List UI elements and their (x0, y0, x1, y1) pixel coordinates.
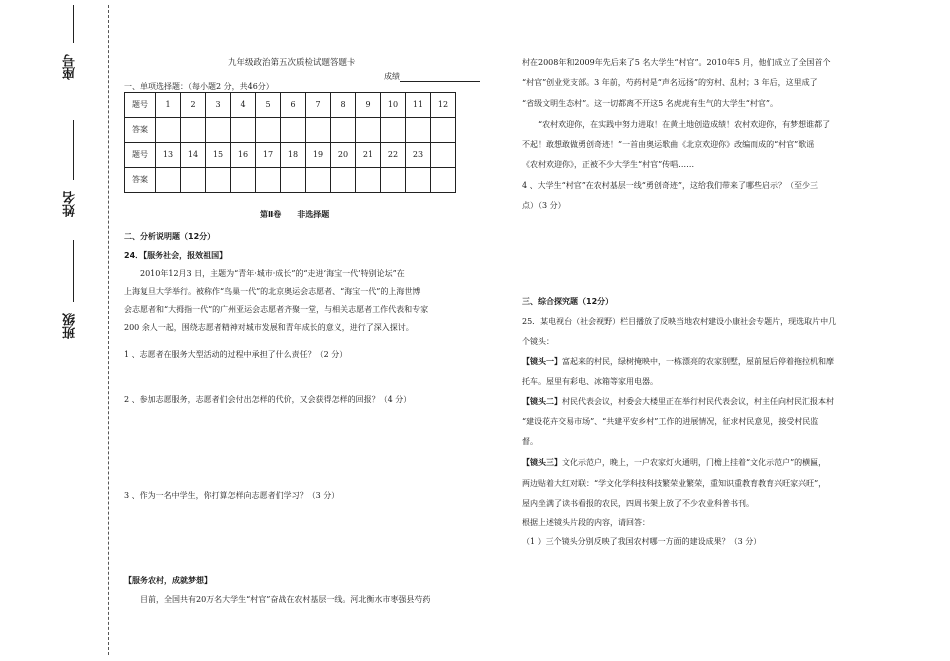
shot2-text: 村民代表会议，村委会大楼里正在举行村民代表会议，村主任向村民汇报本村 (562, 397, 834, 406)
section2-heading: 二、分析说明题（12分） (124, 232, 216, 241)
question-number: 22 (381, 143, 406, 168)
question-number: 7 (306, 93, 331, 118)
question-number: 1 (156, 93, 181, 118)
q24-text-line: 上海复旦大学举行。被称作“鸟巢一代”的北京奥运会志愿者、“海宝一代”的上海世博 (124, 287, 421, 296)
answer-cell[interactable] (156, 118, 181, 143)
shot3-line (522, 457, 826, 468)
question-number: 12 (431, 93, 456, 118)
answer-cell[interactable] (406, 168, 431, 193)
answer-cell[interactable] (331, 118, 356, 143)
rural-text-line: 目前，全国共有20万名大学生“村官”奋战在农村基层一线。河北衡水市枣强县芍药 (124, 595, 431, 604)
row-header-num: 题号 (125, 143, 156, 168)
answer-cell[interactable] (281, 118, 306, 143)
answer-cell[interactable] (431, 118, 456, 143)
question-number: 13 (156, 143, 181, 168)
part2-heading: 第Ⅱ卷 非选择题 (260, 210, 330, 219)
question-number: 4 (231, 93, 256, 118)
seat-label: 座号 (63, 54, 78, 80)
q24-text-line: 2010年12月3 日，主题为“青年·城市·成长”的“走进‘海宝一代’特别论坛”在 (124, 269, 405, 278)
q25-sub-question-1: （1 ）三个镜头分别反映了我国农村哪一方面的建设成果？（3 分） (522, 537, 762, 546)
empty-cell (431, 168, 456, 193)
answer-grid-answer-row-1 (125, 118, 456, 143)
binding-dashed-line (108, 5, 109, 655)
answer-cell[interactable] (256, 168, 281, 193)
answer-cell[interactable] (356, 168, 381, 193)
question-number: 11 (406, 93, 431, 118)
question-number: 23 (406, 143, 431, 168)
name-field (55, 120, 95, 230)
q24-title: 24．【服务社会，报效祖国】 (124, 251, 228, 260)
row-header-ans: 答案 (125, 168, 156, 193)
section1-heading: 一、单项选择题：（每小题2 分，共46分） (124, 82, 274, 91)
answer-cell[interactable] (181, 168, 206, 193)
question-number: 18 (281, 143, 306, 168)
answer-cell[interactable] (406, 118, 431, 143)
q24-sub-question-1: 1 、志愿者在服务大型活动的过程中承担了什么责任？（2 分） (124, 350, 348, 359)
answer-cell[interactable] (206, 168, 231, 193)
shot2-line: 督。 (522, 437, 538, 446)
score-label: 成绩 (384, 72, 400, 81)
question-number: 17 (256, 143, 281, 168)
answer-cell[interactable] (356, 118, 381, 143)
class-label: 班级 (63, 313, 78, 339)
shot1-label: 【镜头一】 (522, 357, 562, 366)
rural-cont-line: 《农村欢迎你》，正被不少大学生“村官”传唱…… (522, 160, 695, 169)
question-number: 5 (256, 93, 281, 118)
name-label: 姓名 (63, 191, 78, 217)
question-number: 10 (381, 93, 406, 118)
rural-title: 【服务农村，成就梦想】 (124, 576, 212, 585)
answer-cell[interactable] (306, 168, 331, 193)
q24-text-line: 200 余人一起，围绕志愿者精神对城市发展和青年成长的意义，进行了深入探讨。 (124, 323, 414, 332)
answer-grid-answer-row-2 (125, 168, 456, 193)
empty-cell (431, 143, 456, 168)
answer-cell[interactable] (156, 168, 181, 193)
shot1-line: 托车。屋里有彩电、冰箱等家用电器。 (522, 377, 658, 386)
answer-grid-number-row-1 (125, 93, 456, 118)
q25-line: 25．某电视台（社会视野）栏目播放了反映当地农村建设小康社会专题片，现选取片中几 (522, 317, 837, 326)
seat-field (55, 5, 95, 115)
question-number: 19 (306, 143, 331, 168)
answer-grid (124, 92, 456, 193)
shot3-text: 文化示范户，晚上，一户农家灯火通明，门檐上挂着“文化示范户”的横匾， (562, 458, 827, 467)
question-number: 3 (206, 93, 231, 118)
q24-sub-question-2: 2 、参加志愿服务，志愿者们会付出怎样的代价，又会获得怎样的回报？（4 分） (124, 395, 412, 404)
answer-cell[interactable] (206, 118, 231, 143)
shot2-line: “建设花卉交易市场”、“共建平安乡村”工作的进展情况，征求村民意见，接受村民监 (522, 417, 819, 426)
answer-cell[interactable] (181, 118, 206, 143)
question-number: 20 (331, 143, 356, 168)
q4-line: 点）（3 分） (522, 201, 566, 210)
row-header-ans: 答案 (125, 118, 156, 143)
answer-cell[interactable] (381, 168, 406, 193)
shot3-label: 【镜头三】 (522, 458, 562, 467)
seat-blank-line (73, 5, 74, 43)
shot1-line (522, 356, 834, 367)
q25-line: 个镜头： (522, 337, 554, 346)
page-title: 九年级政治第五次质检试题答题卡 (228, 58, 356, 68)
prompt-line: 根据上述镜头片段的内容，请回答： (522, 518, 650, 527)
answer-cell[interactable] (231, 118, 256, 143)
question-number: 9 (356, 93, 381, 118)
question-number: 15 (206, 143, 231, 168)
shot1-text: 富起来的村民，绿树掩映中，一栋漂亮的农家别墅，屋前屋后停着拖拉机和摩 (562, 357, 834, 366)
shot3-line: 屋内坐满了读书看报的农民，四周书架上放了不少农业科普书刊。 (522, 499, 754, 508)
answer-cell[interactable] (281, 168, 306, 193)
rural-cont-line: “农村欢迎你，在实践中努力进取！在黄土地创造成绩！农村欢迎你，有梦想谁都了 (522, 120, 831, 129)
q4-line: 4 、大学生“村官”在农村基层一线“勇创奇迹”，这给我们带来了哪些启示？（至少三 (522, 181, 818, 190)
q24-text-line: 会志愿者和“大拇指一代”的广州亚运会志愿者齐聚一堂，与相关志愿者工作代表和专家 (124, 305, 429, 314)
question-number: 14 (181, 143, 206, 168)
score-input-line[interactable] (400, 72, 480, 82)
answer-cell[interactable] (231, 168, 256, 193)
rural-cont-line: 不起！敢想敢做勇创奇迹！”一首由奥运歌曲《北京欢迎你》改编而成的“村官”歌谣 (522, 140, 815, 149)
row-header-num: 题号 (125, 93, 156, 118)
q24-sub-question-3: 3 、作为一名中学生，你打算怎样向志愿者们学习？（3 分） (124, 491, 340, 500)
rural-cont-line: “省级文明生态村”。这一切都离不开这5 名虎虎有生气的大学生“村官”。 (522, 99, 778, 108)
answer-cell[interactable] (331, 168, 356, 193)
question-number: 16 (231, 143, 256, 168)
class-field (55, 240, 95, 350)
name-blank-line (73, 120, 74, 180)
binding-margin (0, 0, 110, 661)
rural-cont-line: 村在2008年和2009年先后来了5 名大学生“村官”。2010年5 月，他们成立了全国首个 (522, 58, 831, 67)
question-number: 6 (281, 93, 306, 118)
section3-heading: 三、综合探究题（12分） (522, 297, 614, 306)
answer-cell[interactable] (381, 118, 406, 143)
question-number: 8 (331, 93, 356, 118)
answer-cell[interactable] (306, 118, 331, 143)
rural-cont-line: “村官”创业党支部。3 年前，芍药村是“声名远扬”的穷村、乱村；3 年后，这里成了 (522, 78, 818, 87)
answer-grid-number-row-2 (125, 143, 456, 168)
shot2-label: 【镜头二】 (522, 397, 562, 406)
question-number: 21 (356, 143, 381, 168)
answer-cell[interactable] (256, 118, 281, 143)
question-number: 2 (181, 93, 206, 118)
class-blank-line (73, 240, 74, 302)
score-field (384, 71, 480, 82)
shot3-line: 两边贴着大红对联：“学文化学科技科技繁荣业繁荣，重知识重教育教育兴旺家兴旺”， (522, 479, 827, 488)
shot2-line (522, 396, 834, 407)
